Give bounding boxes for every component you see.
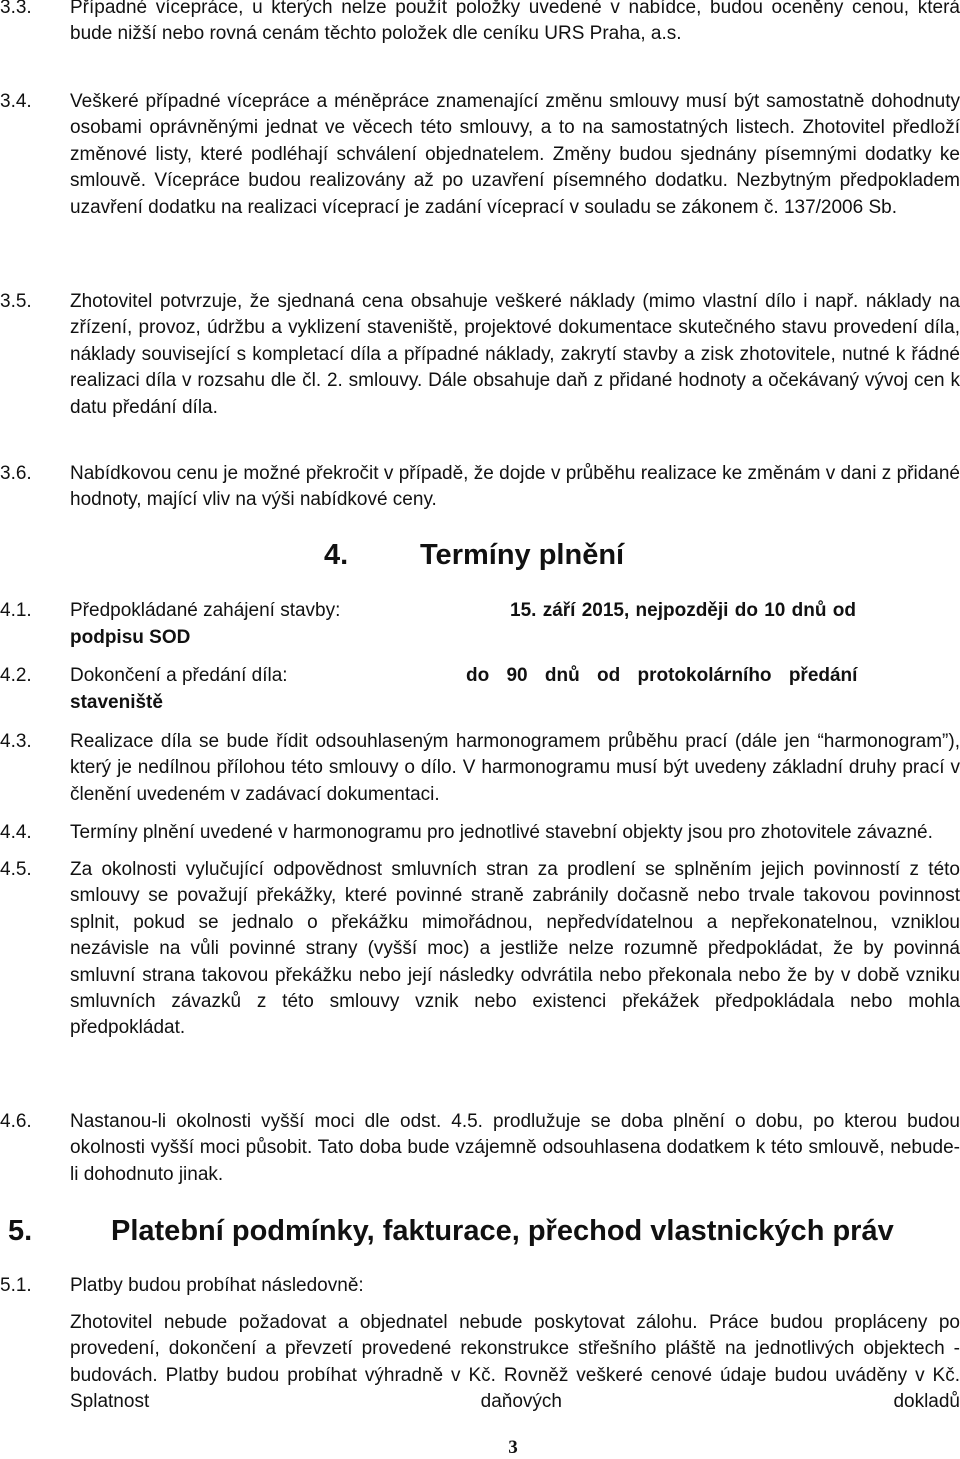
clause-4-2 xyxy=(0,662,960,718)
clause-4-4 xyxy=(0,820,960,846)
clause-number: 4.6. xyxy=(0,1111,32,1132)
page-number: 3 xyxy=(508,1437,518,1458)
clause-number: 3.5. xyxy=(0,291,32,312)
clause-3-5 xyxy=(0,289,960,421)
clause-text: Případné vícepráce, u kterých nelze použít položky uvedené v nabídce, budou oceněny cenou, která bude nižší nebo rovná cenám těchto položek dle ceníku URS Praha, a.s. xyxy=(70,0,960,45)
clause-text: Realizace díla se bude řídit odsouhlaseným harmonogramem průběhu prací (dále jen “harmonogram”), který je nedílnou přílohou této smlouvy o dílo. V harmonogramu musí být uvedeny základní druhy prací v členění uvedeném v zadávací dokumentaci. xyxy=(70,731,960,805)
term-value: 15. září 2015, nejpozději do 10 dnů od xyxy=(510,600,856,621)
term-value: do 90 dnů od protokolárního předání xyxy=(466,665,858,686)
clause-4-1 xyxy=(0,597,960,653)
clause-5-1 xyxy=(0,1273,960,1299)
clause-number: 4.5. xyxy=(0,859,32,880)
clause-text: Termíny plnění uvedené v harmonogramu pro jednotlivé stavební objekty jsou pro zhotovitele závazné. xyxy=(70,822,933,843)
clause-number: 3.3. xyxy=(0,0,32,18)
section-number: 5. xyxy=(8,1215,33,1247)
clause-text: Nastanou-li okolnosti vyšší moci dle odst. 4.5. prodlužuje se doba plnění o dobu, po kterou budou okolnosti vyšší moci působit. Tato doba bude vzájemně odsouhlasena dodatkem k této smlouvě, nebude-li dohodnuto jinak. xyxy=(70,1111,960,1185)
term-value-continued: podpisu SOD xyxy=(70,627,191,648)
clause-3-3 xyxy=(0,0,960,48)
paragraph-text: Zhotovitel nebude požadovat a objednatel nebude poskytovat zálohu. Práce budou propláceny po provedení, dokončení a převzetí provedené rekonstrukce střešního pláště na jednotlivých objektech - budovách. Platby budou probíhat výhradně v Kč. Rovněž veškeré cenové údaje budou uváděny v Kč. Splatnost daňových dokladů xyxy=(70,1312,960,1413)
clause-4-3 xyxy=(0,729,960,808)
term-label: Dokončení a předání díla: xyxy=(70,665,288,686)
clause-5-1-paragraph xyxy=(0,1310,960,1416)
term-label: Předpokládané zahájení stavby: xyxy=(70,600,341,621)
clause-3-6 xyxy=(0,461,960,514)
section-title: Platební podmínky, fakturace, přechod vlastnických práv xyxy=(111,1215,894,1247)
section-5-heading xyxy=(8,1213,894,1249)
section-number: 4. xyxy=(324,539,349,571)
clause-number: 3.6. xyxy=(0,463,32,484)
clause-number: 4.1. xyxy=(0,600,32,621)
term-value-continued: staveniště xyxy=(70,692,163,713)
clause-4-6 xyxy=(0,1109,960,1188)
clause-text: Platby budou probíhat následovně: xyxy=(70,1275,364,1296)
clause-text: Nabídkovou cenu je možné překročit v případě, že dojde v průběhu realizace ke změnám v dani z přidané hodnoty, mající vliv na výši nabídkové ceny. xyxy=(70,463,960,511)
clause-number: 3.4. xyxy=(0,91,32,112)
clause-text: Zhotovitel potvrzuje, že sjednaná cena obsahuje veškeré náklady (mimo vlastní dílo i např. náklady na zřízení, provoz, údržbu a vyklizení staveniště, projektové dokumentace skutečného stavu provedení díla, náklady související s kompletací díla a případné náklady, zakrytí stavby a zisk zhotovitele, nutné k řádné realizaci díla v rozsahu dle čl. 2. smlouvy. Dále obsahuje daň z přidané hodnoty a očekávaný vývoj cen k datu předání díla. xyxy=(70,291,960,418)
clause-4-5 xyxy=(0,857,960,1042)
clause-text: Veškeré případné vícepráce a méněpráce znamenající změnu smlouvy musí být samostatně dohodnuty osobami oprávněnými jednat ve věcech této smlouvy, a to na samostatných listech. Zhotovitel předloží změnové listy, které podléhají schválení objednatelem. Změny budou sjednány písemnými dodatky ke smlouvě. Vícepráce budou realizovány až po uzavření písemného dodatku. Nezbytným předpokladem uzavření dodatku na realizaci víceprací je zadání víceprací v souladu se zákonem č. 137/2006 Sb. xyxy=(70,91,960,218)
clause-text: Za okolnosti vylučující odpovědnost smluvních stran za prodlení se splněním jejich povinností z této smlouvy se považují překážky, které povinné straně zabránily dočasně nebo trvale takovou povinnost splnit, pokud se jednalo o překážku mimořádnou, nepředvídatelnou a nepřekonatelnou, vzniklou nezávisle na vůli povinné strany (vyšší moc) a jestliže nelze rozumně předpokládat, že by povinná smluvní strana takovou překážku nebo její následky odvrátila nebo překonala nebo že by v době vzniku smluvních závazků z této smlouvy vznik nebo existenci překážek předpokládala nebo mohla předpokládat. xyxy=(70,859,960,1039)
clause-number: 4.3. xyxy=(0,731,32,752)
section-4-heading xyxy=(324,537,624,573)
clause-number: 4.4. xyxy=(0,822,32,843)
section-title: Termíny plnění xyxy=(420,539,625,571)
clause-3-4 xyxy=(0,89,960,221)
clause-number: 5.1. xyxy=(0,1275,32,1296)
clause-number: 4.2. xyxy=(0,665,32,686)
